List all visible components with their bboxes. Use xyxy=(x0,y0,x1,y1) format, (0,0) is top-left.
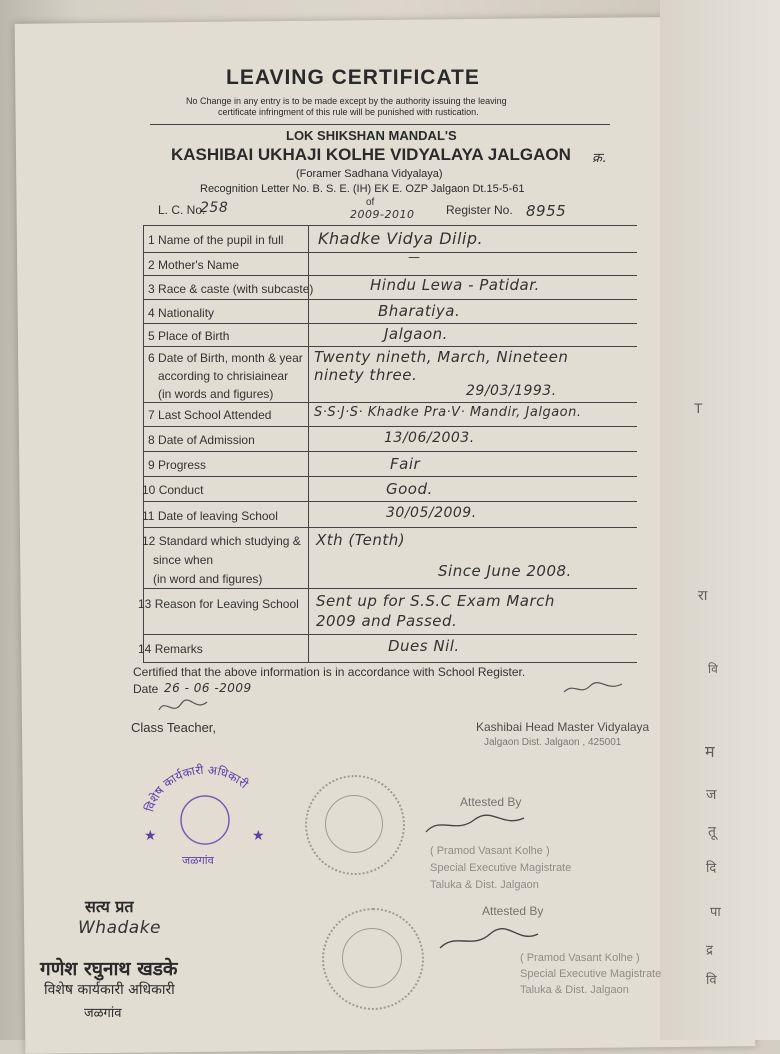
row-4-label: 4 Nationality xyxy=(148,306,215,320)
row-divider xyxy=(143,252,637,253)
officer-place-2: Taluka & Dist. Jalgaon xyxy=(520,984,629,996)
special-executive-seal xyxy=(322,908,424,1010)
officer-name-1: ( Pramod Vasant Kolhe ) xyxy=(430,845,550,857)
academic-year-value: 2009-2010 xyxy=(350,208,415,221)
row-6-value-3: 29/03/1993. xyxy=(466,383,557,399)
row-8-label: 8 Date of Admission xyxy=(148,433,255,447)
lc-number-label: L. C. No. xyxy=(158,203,206,217)
officer-title-1: Special Executive Magistrate xyxy=(430,862,572,874)
row-12-label-1: 12 Standard which studying & xyxy=(142,534,301,548)
officer-place-devanagari: जळगांव xyxy=(84,1006,122,1021)
margin-mark: दि xyxy=(706,860,717,875)
margin-mark: ज xyxy=(706,786,717,802)
row-12-value-1: Xth (Tenth) xyxy=(316,531,406,549)
officer-signature-2 xyxy=(434,924,544,954)
margin-mark: रा xyxy=(698,587,708,603)
round-stamp-top-text: विशेष कार्यकारी अधिकारी xyxy=(142,762,251,814)
executive-magistrate-seal xyxy=(305,775,405,875)
register-number-label: Register No. xyxy=(446,203,513,217)
margin-mark: म xyxy=(705,744,715,761)
year-of-label: of xyxy=(366,197,375,208)
row-12-value-2: Since June 2008. xyxy=(438,562,572,580)
officer-designation-devanagari: विशेष कार्यकारी अधिकारी xyxy=(44,982,175,998)
organization-name: LOK SHIKSHAN MANDAL'S xyxy=(286,128,457,143)
row-7-value: S·S·J·S· Khadke Pra·V· Mandir, Jalgaon. xyxy=(314,405,582,420)
margin-mark: वि xyxy=(706,972,717,987)
school-name: KASHIBAI UKHAJI KOLHE VIDYALAYA JALGAON xyxy=(171,145,571,164)
row-3-value: Hindu Lewa - Patidar. xyxy=(370,276,540,294)
row-divider xyxy=(143,426,637,427)
row-divider xyxy=(143,346,637,347)
row-12-label-3: (in word and figures) xyxy=(153,572,263,586)
table-top-border xyxy=(143,225,637,226)
register-number-value: 8955 xyxy=(526,202,567,220)
row-7-label: 7 Last School Attended xyxy=(148,408,272,422)
row-13-value-2: 2009 and Passed. xyxy=(316,612,458,630)
class-teacher-label: Class Teacher, xyxy=(131,720,217,735)
row-divider xyxy=(143,402,637,403)
svg-text:विशेष कार्यकारी अधिकारी xyxy=(142,763,251,814)
attested-by-1: Attested By xyxy=(460,795,522,809)
row-divider xyxy=(143,527,637,528)
round-stamp-bottom-text: जळगांव xyxy=(182,854,214,867)
lc-number-value: 258 xyxy=(200,200,229,216)
notice-line-2: certificate infringment of this rule will be punished with rustication. xyxy=(218,107,479,117)
certified-statement: Certified that the above information is in accordance with School Register. xyxy=(133,665,526,679)
officer-signature-left: Whadake xyxy=(78,918,162,938)
margin-mark: वि xyxy=(708,662,718,676)
margin-mark: T xyxy=(694,400,703,416)
attested-by-2: Attested By xyxy=(482,904,544,918)
row-6-label-1: 6 Date of Birth, month & year xyxy=(148,351,303,365)
row-5-value: Jalgaon. xyxy=(384,325,448,343)
former-name: (Foramer Sadhana Vidyalaya) xyxy=(296,168,443,180)
margin-mark: तू xyxy=(708,823,716,839)
header-divider xyxy=(150,124,610,125)
row-6-value-1: Twenty nineth, March, Nineteen xyxy=(314,348,569,366)
row-1-value: Khadke Vidya Dilip. xyxy=(318,229,484,248)
table-bottom-border xyxy=(143,662,637,663)
officer-title-2: Special Executive Magistrate xyxy=(520,968,662,980)
class-teacher-signature xyxy=(155,696,215,718)
date-label: Date xyxy=(133,682,159,696)
row-9-value: Fair xyxy=(390,455,421,473)
officer-signature-1 xyxy=(420,810,530,838)
adjacent-paper xyxy=(660,0,780,1040)
row-14-label: 14 Remarks xyxy=(138,642,203,656)
officer-name-2: ( Pramod Vasant Kolhe ) xyxy=(520,952,640,964)
row-divider xyxy=(143,588,637,589)
head-master-label: Kashibai Head Master Vidyalaya xyxy=(476,720,650,734)
certificate-title: LEAVING CERTIFICATE xyxy=(226,66,480,89)
row-11-label: 11 Date of leaving School xyxy=(142,509,278,523)
row-divider xyxy=(143,501,637,502)
head-master-place: Jalgaon Dist. Jalgaon , 425001 xyxy=(484,737,622,748)
row-13-value-1: Sent up for S.S.C Exam March xyxy=(316,592,555,610)
officer-place-1: Taluka & Dist. Jalgaon xyxy=(430,879,539,891)
row-3-label: 3 Race & caste (with subcaste) xyxy=(148,282,314,296)
row-6-label-2: according to chrisiainear xyxy=(158,369,289,383)
row-divider xyxy=(143,634,637,635)
officer-name-devanagari: गणेश रघुनाथ खडके xyxy=(40,958,178,980)
svg-text:★: ★ xyxy=(252,827,265,843)
row-divider xyxy=(143,299,637,300)
row-4-value: Bharatiya. xyxy=(378,302,461,320)
row-12-label-2: since when xyxy=(153,553,214,567)
notice-line-1: No Change in any entry is to be made except by the authority issuing the leaving xyxy=(186,96,507,106)
school-hand-mark: क्र. xyxy=(592,151,608,166)
recognition-letter: Recognition Letter No. B. S. E. (IH) EK E. OZP Jalgaon Dt.15-5-61 xyxy=(200,183,525,195)
row-2-value: — xyxy=(408,250,421,264)
row-divider xyxy=(143,476,637,477)
row-6-value-2: ninety three. xyxy=(314,366,418,384)
row-14-value: Dues Nil. xyxy=(388,637,460,655)
official-round-stamp xyxy=(130,760,280,870)
row-1-label: 1 Name of the pupil in full xyxy=(148,233,284,247)
row-2-label: 2 Mother's Name xyxy=(148,258,240,272)
margin-mark: पा xyxy=(710,904,721,919)
head-master-signature xyxy=(560,678,630,700)
row-divider xyxy=(143,323,637,324)
date-value: 26 - 06 -2009 xyxy=(164,681,252,695)
row-10-value: Good. xyxy=(386,480,433,498)
row-10-label: 10 Conduct xyxy=(142,483,204,497)
row-9-label: 9 Progress xyxy=(148,458,207,472)
row-divider xyxy=(143,451,637,452)
row-11-value: 30/05/2009. xyxy=(386,505,477,521)
margin-mark: द्र xyxy=(706,942,713,957)
row-8-value: 13/06/2003. xyxy=(384,430,475,446)
row-5-label: 5 Place of Birth xyxy=(148,329,230,343)
svg-text:★: ★ xyxy=(144,827,157,843)
row-6-label-3: (in words and figures) xyxy=(158,387,274,401)
row-13-label: 13 Reason for Leaving School xyxy=(138,597,299,611)
satya-prat-label: सत्य प्रत xyxy=(85,897,134,916)
